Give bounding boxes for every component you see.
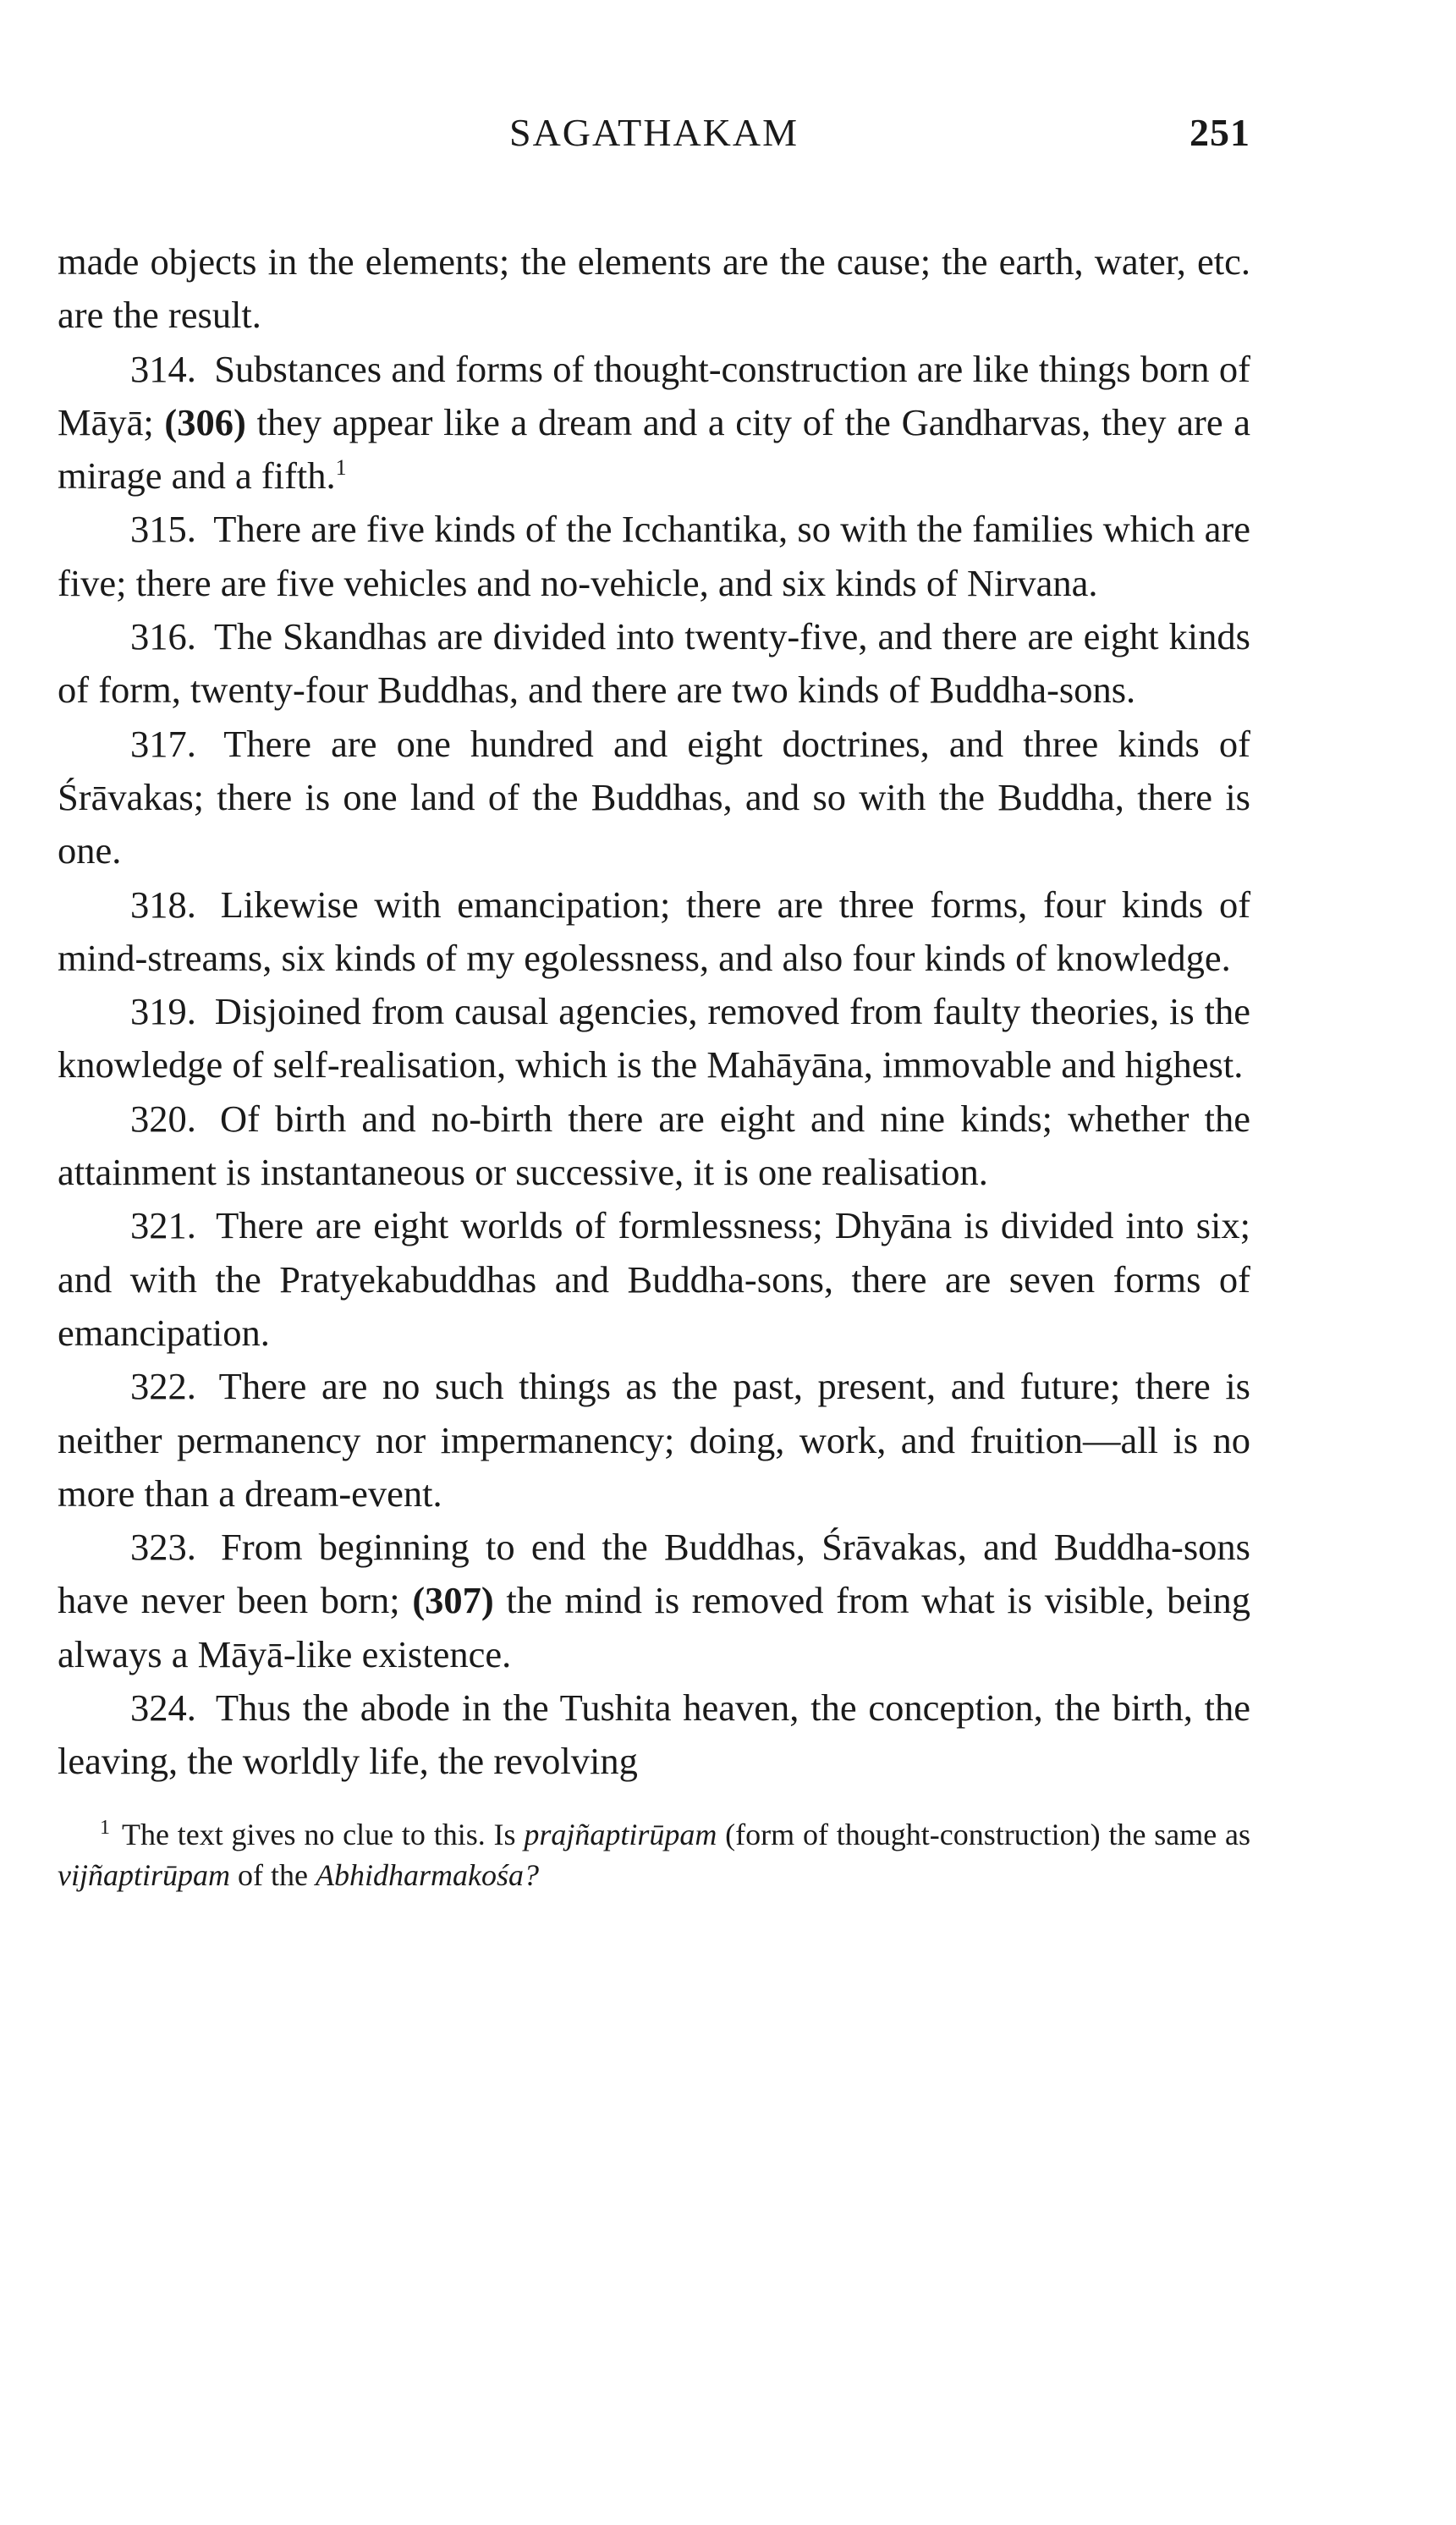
verse-315 [58,503,1250,610]
verse-316 [58,610,1250,718]
verse-text: Of birth and no-birth there are eight and nine kinds; whether the attainment is instantaneous or successive, it is one realisation. [58,1097,1251,1194]
verse-number: 324. [130,1686,196,1730]
body-text [58,235,1250,1789]
footnote-marker: 1 [100,1816,110,1839]
verse-320 [58,1092,1250,1200]
running-head [58,110,1250,178]
verse-text: There are eight worlds of formlessness; Dhyāna is divided into six; and with the Pratyekabuddhas and Buddha-sons, there are seven forms of emancipation. [58,1204,1250,1354]
verse-text: Disjoined from causal agencies, removed from faulty theories, is the knowledge of self-realisation, which is the Mahāyāna, immovable and highest. [58,990,1250,1086]
verse-322 [58,1360,1250,1521]
verse-314 [58,343,1250,503]
verse-number: 316. [130,615,196,658]
verse-text: they appear like a dream and a city of the Gandharvas, they are a mirage and a fifth. [58,400,1251,498]
verse-number: 320. [130,1097,196,1140]
footnote [58,1814,1250,1895]
footnote-term: vijñaptirūpam [58,1857,230,1892]
page-number: 251 [1190,111,1250,154]
verse-text: There are five kinds of the Icchantika, so with the families which are five; there are five vehicles and no-vehicle, and six kinds of Nirvana. [58,508,1250,604]
footnote-end: ? [523,1857,539,1892]
verse-319 [58,985,1250,1092]
verse-323 [58,1521,1250,1681]
footnote-text: of the [238,1857,308,1892]
footnote-term: prajñaptirūpam [524,1817,717,1851]
verse-text: There are no such things as the past, present, and future; there is neither permanency nor impermanency; doing, work, and fruition—all is no more than a dream-event. [58,1365,1251,1515]
verse-324 [58,1681,1250,1789]
verse-number: 321. [130,1204,196,1247]
verse-number: 318. [130,883,196,926]
continuation-paragraph: made objects in the elements; the elements are the cause; the earth, water, etc. are the result. [58,240,1250,337]
verse-317 [58,718,1250,878]
verse-318 [58,878,1250,986]
footnote-term: Abhidharmakośa [315,1857,524,1892]
sanskrit-page-ref: (306) [164,400,246,443]
verse-text: Substances and forms of thought-construction are like things born of Māyā; [58,347,1251,443]
book-page [58,110,1250,1895]
verse-number: 315. [130,508,196,551]
verse-text: Thus the abode in the Tushita heaven, the conception, the birth, the leaving, the worldly life, the revolving [58,1686,1250,1783]
verse-text: From beginning to end the Buddhas, Śrāvakas, and Buddha-sons have never been born; [58,1526,1250,1622]
running-title: SAGATHAKAM [508,111,799,154]
verse-number: 323. [130,1526,196,1569]
verse-text: There are one hundred and eight doctrines, and three kinds of Śrāvakas; there is one land of the Buddhas, and so with the Buddha, there is one. [58,722,1250,872]
verse-number: 317. [130,722,196,765]
footnote-text: (form of thought-construction) the same as [725,1817,1251,1851]
verse-321 [58,1199,1250,1360]
footnote-ref: 1 [335,455,347,481]
verse-text: The Skandhas are divided into twenty-five, and there are eight kinds of form, twenty-four Buddhas, and there are two kinds of Buddha-sons. [58,615,1250,712]
footnotes [58,1814,1250,1895]
verse-number: 314. [130,347,196,390]
verse-number: 319. [130,990,196,1033]
verse-text: the mind is removed from what is visible, being always a Māyā-like existence. [58,1579,1251,1675]
verse-number: 322. [130,1365,196,1408]
verse-text: Likewise with emancipation; there are three forms, four kinds of mind-streams, six kinds of my egolessness, and also four kinds of knowledge. [58,883,1251,979]
sanskrit-page-ref: (307) [412,1579,494,1622]
footnote-text: The text gives no clue to this. Is [122,1817,516,1851]
